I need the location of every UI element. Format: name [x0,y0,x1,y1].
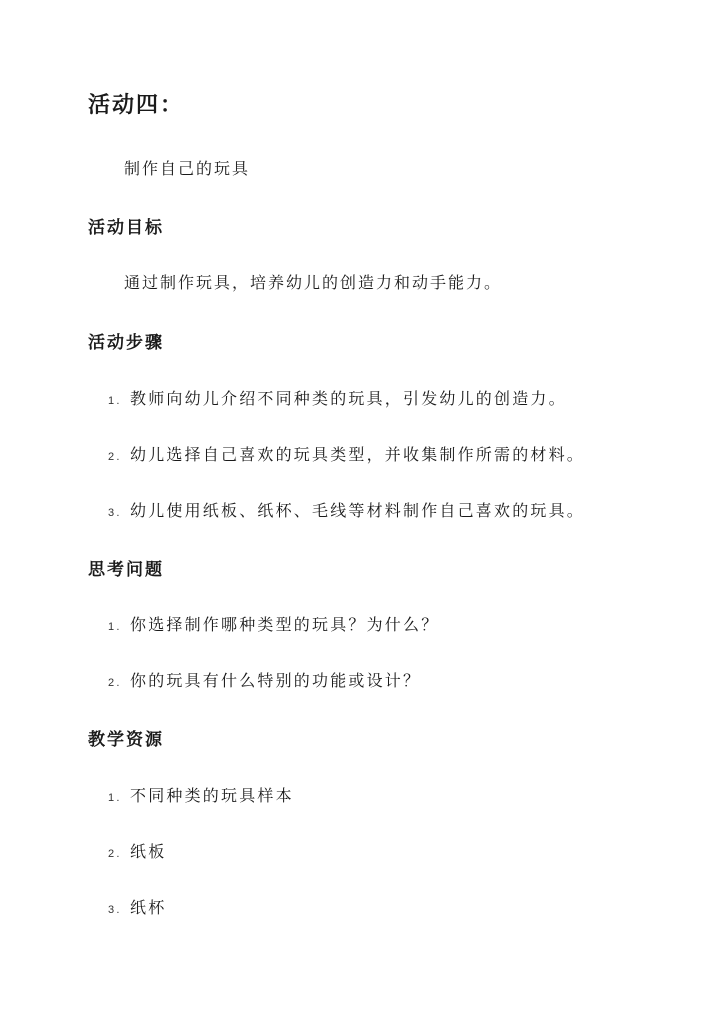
list-item [108,498,585,521]
list-number: 2. [108,677,122,689]
list-item [108,668,421,691]
section-heading-resources: 教学资源 [88,730,164,750]
list-number: 1. [108,792,122,804]
list-item [108,839,166,862]
list-item [108,612,439,635]
goal-text: 通过制作玩具，培养幼儿的创造力和动手能力。 [124,273,503,292]
list-item [108,442,585,465]
list-number: 3. [108,904,122,916]
section-heading-questions: 思考问题 [88,560,164,580]
list-item-text: 纸板 [130,842,167,861]
list-item-text: 你的玩具有什么特别的功能或设计？ [130,671,422,690]
list-number: 3. [108,507,122,519]
list-number: 2. [108,848,122,860]
list-item-text: 教师向幼儿介绍不同种类的玩具，引发幼儿的创造力。 [130,389,567,408]
list-number: 1. [108,621,122,633]
activity-subtitle: 制作自己的玩具 [124,159,251,178]
list-item-text: 幼儿选择自己喜欢的玩具类型，并收集制作所需的材料。 [130,445,586,464]
list-item-text: 纸杯 [130,898,167,917]
section-heading-goal: 活动目标 [88,218,164,238]
list-item [108,386,567,409]
list-item [108,783,294,806]
list-item-text: 你选择制作哪种类型的玩具？为什么？ [130,615,440,634]
section-heading-steps: 活动步骤 [88,333,164,353]
list-item-text: 不同种类的玩具样本 [130,786,294,805]
page-title: 活动四： [88,92,185,118]
list-number: 1. [108,395,122,407]
list-number: 2. [108,451,122,463]
list-item [108,895,166,918]
list-item-text: 幼儿使用纸板、纸杯、毛线等材料制作自己喜欢的玩具。 [130,501,586,520]
